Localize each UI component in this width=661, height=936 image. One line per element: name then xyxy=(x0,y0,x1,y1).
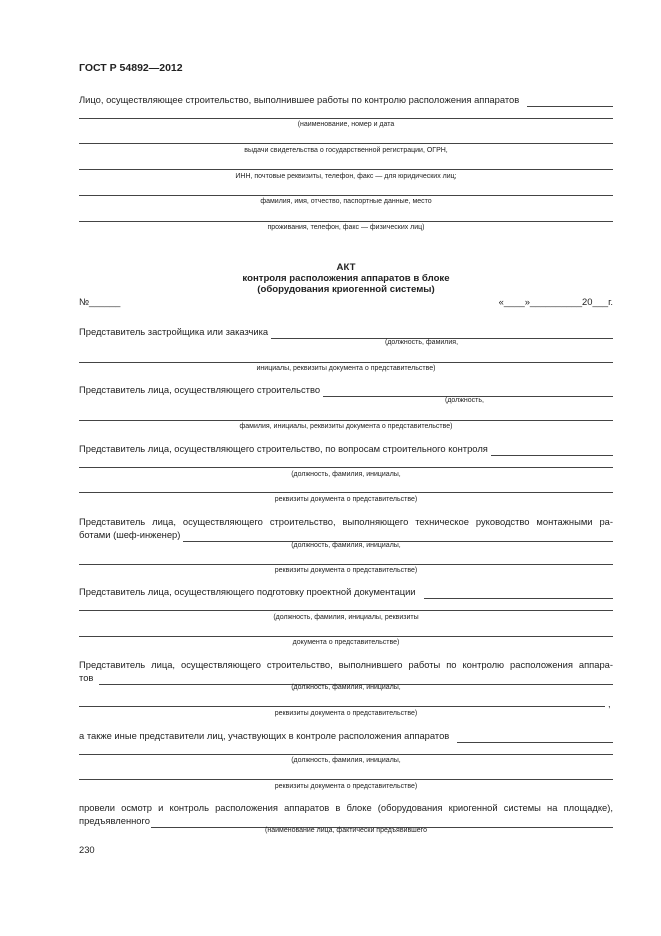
section-others-field[interactable] xyxy=(457,733,613,743)
section-builder-line[interactable] xyxy=(79,420,613,421)
section-builder-field[interactable] xyxy=(323,387,613,397)
top-person-caption-4: фамилия, имя, отчество, паспортные данные, место xyxy=(260,198,432,205)
top-person-caption-5: проживания, телефон, факс — физических лиц) xyxy=(267,224,425,231)
section-control-row xyxy=(79,442,613,456)
section-builder-label: Представитель лица, осуществляющего строительство xyxy=(79,384,321,395)
section-chief-engineer-caption-1: (должность, фамилия, инициалы, xyxy=(291,542,401,549)
section-customer-caption-2: инициалы, реквизиты документа о представительстве) xyxy=(256,365,436,372)
act-title: АКТ xyxy=(336,262,356,273)
section-control-line-2[interactable] xyxy=(79,492,613,493)
top-person-caption-1: (наименование, номер и дата xyxy=(297,121,395,128)
section-others-row xyxy=(79,729,613,743)
section-placement-contractor-caption-1: (должность, фамилия, инициалы, xyxy=(291,684,401,691)
section-customer-caption-1: (должность, фамилия, xyxy=(385,339,459,346)
section-customer-row xyxy=(79,325,613,339)
section-others-caption-2: реквизиты документа о представительстве) xyxy=(274,783,418,790)
act-subtitle-1: контроля расположения аппаратов в блоке xyxy=(242,273,450,284)
section-control-label: Представитель лица, осуществляющего строительство, по вопросам строительного контроля xyxy=(79,443,488,454)
section-placement-contractor-line1: Представитель лица, осуществляющего строительство, выполнившего работы по контролю расположения аппара- xyxy=(79,659,613,670)
section-design-row xyxy=(79,585,613,599)
top-person-field[interactable] xyxy=(527,97,613,107)
section-control-caption-1: (должность, фамилия, инициалы, xyxy=(291,471,401,478)
section-design-line-1[interactable] xyxy=(79,610,613,611)
top-person-row xyxy=(79,93,613,107)
section-design-line-2[interactable] xyxy=(79,636,613,637)
section-design-field[interactable] xyxy=(424,589,613,599)
top-person-label: Лицо, осуществляющее строительство, выполнившее работы по контролю расположения аппаратов xyxy=(79,94,520,105)
section-control-line-1[interactable] xyxy=(79,467,613,468)
section-placement-contractor-row xyxy=(79,671,613,685)
section-placement-contractor-caption-2: реквизиты документа о представительстве) xyxy=(274,710,418,717)
document-header: ГОСТ Р 54892—2012 xyxy=(79,62,183,74)
section-inspection-line1: провели осмотр и контроль расположения аппаратов в блоке (оборудования криогенной системы на площадке), xyxy=(79,802,613,813)
page-number: 230 xyxy=(79,844,95,855)
section-chief-engineer-label: ботами (шеф-инженер) xyxy=(79,529,181,540)
section-design-caption-2: документа о представительстве) xyxy=(292,639,400,646)
section-design-label: Представитель лица, осуществляющего подготовку проектной документации xyxy=(79,586,416,597)
top-person-line-5[interactable] xyxy=(79,221,613,222)
section-customer-line[interactable] xyxy=(79,362,613,363)
section-placement-contractor-comma: , xyxy=(608,698,611,709)
section-others-line-2[interactable] xyxy=(79,779,613,780)
act-subtitle-2: (оборудования криогенной системы) xyxy=(257,284,435,295)
act-date[interactable]: «____»__________20___г. xyxy=(498,296,613,307)
section-placement-contractor-line[interactable] xyxy=(79,706,605,707)
section-chief-engineer-line[interactable] xyxy=(79,564,613,565)
top-person-line-1[interactable] xyxy=(79,118,613,119)
section-chief-engineer-line1: Представитель лица, осуществляющего строительство, выполняющего техническое руководство монтажными ра- xyxy=(79,516,613,527)
section-customer-label: Представитель застройщика или заказчика xyxy=(79,326,269,337)
section-placement-contractor-label: тов xyxy=(79,672,94,683)
top-person-caption-2: выдачи свидетельства о государственной регистрации, ОГРН, xyxy=(244,147,448,154)
top-person-line-3[interactable] xyxy=(79,169,613,170)
section-inspection-label: предъявленного xyxy=(79,815,150,826)
top-person-caption-3: ИНН, почтовые реквизиты, телефон, факс — для юридических лиц; xyxy=(235,173,457,180)
section-builder-caption-2: фамилия, инициалы, реквизиты документа о представительстве) xyxy=(239,423,453,430)
section-builder-row xyxy=(79,383,613,397)
section-customer-field[interactable] xyxy=(271,329,613,339)
top-person-line-4[interactable] xyxy=(79,195,613,196)
section-builder-caption-1: (должность, xyxy=(445,397,484,404)
act-number[interactable]: №______ xyxy=(79,296,121,307)
section-others-line-1[interactable] xyxy=(79,754,613,755)
section-control-field[interactable] xyxy=(491,446,613,456)
section-inspection-caption-1: (наименование лица, фактически предъявившего xyxy=(265,827,427,834)
section-others-caption-1: (должность, фамилия, инициалы, xyxy=(291,757,401,764)
section-chief-engineer-caption-2: реквизиты документа о представительстве) xyxy=(274,567,418,574)
section-others-label: а также иные представители лиц, участвующих в контроле расположения аппаратов xyxy=(79,730,450,741)
section-chief-engineer-field[interactable] xyxy=(183,532,613,542)
section-design-caption-1: (должность, фамилия, инициалы, реквизиты xyxy=(273,614,419,621)
section-control-caption-2: реквизиты документа о представительстве) xyxy=(274,496,418,503)
top-person-line-2[interactable] xyxy=(79,143,613,144)
section-chief-engineer-row xyxy=(79,528,613,542)
section-inspection-row xyxy=(79,814,613,828)
